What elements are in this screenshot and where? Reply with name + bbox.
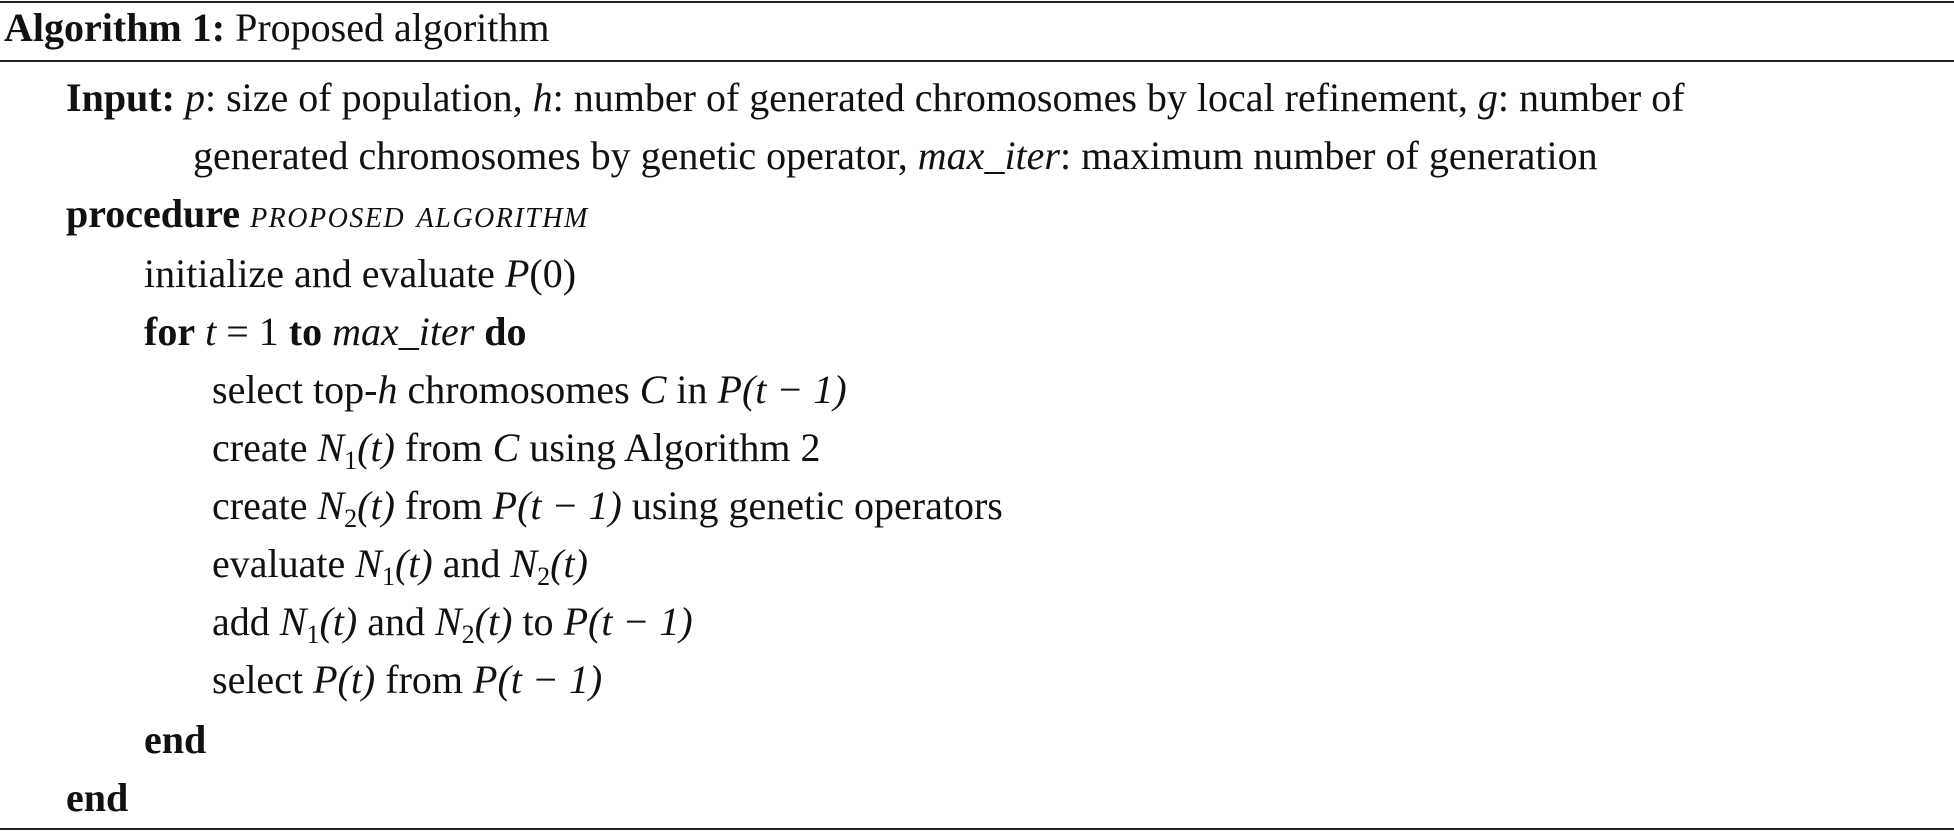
step3-text-c: using genetic operators bbox=[621, 483, 1003, 528]
step5-arg1: (t) bbox=[319, 599, 358, 644]
step5-text-c: to bbox=[512, 599, 564, 644]
step4-text-a: evaluate bbox=[212, 541, 356, 586]
step5-arg2: (t) bbox=[474, 599, 513, 644]
step2-text-a: create bbox=[212, 425, 318, 470]
input-line-1 bbox=[66, 74, 1685, 122]
loop-var: t bbox=[205, 309, 217, 354]
procedure-name: proposed algorithm bbox=[250, 191, 589, 236]
p-description: : size of population, bbox=[204, 75, 533, 120]
step4-arg1: (t) bbox=[394, 541, 433, 586]
procedure-keyword: procedure bbox=[66, 191, 241, 236]
step3-arg: (t) bbox=[357, 483, 395, 528]
for-keyword: for bbox=[144, 309, 196, 354]
h-description: : number of generated chromosomes by local refinement, bbox=[552, 75, 1478, 120]
step2-arg: (t) bbox=[357, 425, 395, 470]
do-keyword: do bbox=[484, 309, 527, 354]
step6-p2: P bbox=[473, 657, 498, 702]
step5-p: P bbox=[563, 599, 588, 644]
var-h: h bbox=[532, 75, 553, 120]
step4-n2: N bbox=[510, 541, 538, 586]
var-p: p bbox=[184, 75, 205, 120]
var-g: g bbox=[1477, 75, 1498, 120]
step5-n2: N bbox=[434, 599, 462, 644]
step3-sub: 2 bbox=[344, 504, 358, 533]
step1-arg: (t − 1) bbox=[741, 367, 847, 412]
step6-arg1: (t) bbox=[337, 657, 376, 702]
algorithm-title: Proposed algorithm bbox=[235, 5, 550, 50]
init-line bbox=[144, 250, 576, 298]
step-create-n1 bbox=[212, 424, 821, 475]
step-evaluate bbox=[212, 540, 588, 591]
end-procedure: end bbox=[66, 775, 129, 820]
input-line-2 bbox=[193, 132, 1598, 180]
step5-sub1: 1 bbox=[306, 620, 320, 649]
end-loop: end bbox=[144, 717, 207, 762]
step-select-p bbox=[212, 656, 602, 704]
init-arg: (0) bbox=[529, 251, 577, 296]
step1-text-d: in bbox=[666, 367, 718, 412]
step4-arg2: (t) bbox=[550, 541, 588, 586]
step4-n1: N bbox=[355, 541, 382, 586]
loop-start: = 1 bbox=[216, 309, 289, 354]
step1-h: h bbox=[377, 367, 398, 412]
step3-parg: (t − 1) bbox=[517, 483, 622, 528]
step4-sub1: 1 bbox=[381, 562, 395, 591]
step5-text-b: and bbox=[357, 599, 435, 644]
init-expr: P bbox=[504, 251, 530, 296]
step-create-n2 bbox=[212, 482, 1003, 533]
for-line bbox=[144, 308, 527, 356]
step2-n: N bbox=[317, 425, 345, 470]
step6-text-b: from bbox=[375, 657, 474, 702]
max-iter-description: : maximum number of generation bbox=[1059, 133, 1598, 178]
step3-text-a: create bbox=[212, 483, 318, 528]
step6-arg2: (t − 1) bbox=[497, 657, 603, 702]
step5-parg: (t − 1) bbox=[588, 599, 693, 644]
algorithm-caption bbox=[4, 4, 550, 52]
step-select-top-h bbox=[212, 366, 847, 414]
step-add bbox=[212, 598, 693, 649]
procedure-line bbox=[66, 190, 589, 238]
step2-sub: 1 bbox=[344, 446, 358, 475]
to-keyword: to bbox=[288, 309, 323, 354]
step1-text-b: chromosomes bbox=[397, 367, 640, 412]
loop-limit: max_iter bbox=[332, 309, 475, 354]
step6-text-a: select bbox=[212, 657, 314, 702]
step1-text-a: select top- bbox=[212, 367, 378, 412]
input-keyword: Input: bbox=[66, 75, 175, 120]
step3-text-b: from bbox=[394, 483, 493, 528]
g-description-cont: generated chromosomes by genetic operator, bbox=[193, 133, 918, 178]
step2-text-b: from bbox=[394, 425, 493, 470]
step2-text-d: using Algorithm 2 bbox=[519, 425, 821, 470]
step1-c: C bbox=[639, 367, 667, 412]
g-description: : number of bbox=[1497, 75, 1685, 120]
step4-text-b: and bbox=[432, 541, 511, 586]
top-rule bbox=[0, 1, 1954, 3]
step4-sub2: 2 bbox=[537, 562, 551, 591]
step6-p1: P bbox=[313, 657, 338, 702]
init-text: initialize and evaluate bbox=[144, 251, 505, 296]
step3-p: P bbox=[492, 483, 518, 528]
step1-p: P bbox=[717, 367, 742, 412]
var-max-iter: max_iter bbox=[917, 133, 1060, 178]
step5-sub2: 2 bbox=[461, 620, 475, 649]
step2-c: C bbox=[492, 425, 520, 470]
step5-text-a: add bbox=[212, 599, 280, 644]
step5-n1: N bbox=[279, 599, 307, 644]
step3-n: N bbox=[317, 483, 345, 528]
bottom-rule bbox=[0, 828, 1954, 830]
caption-rule bbox=[0, 60, 1954, 62]
algorithm-label: Algorithm 1: bbox=[4, 5, 226, 50]
